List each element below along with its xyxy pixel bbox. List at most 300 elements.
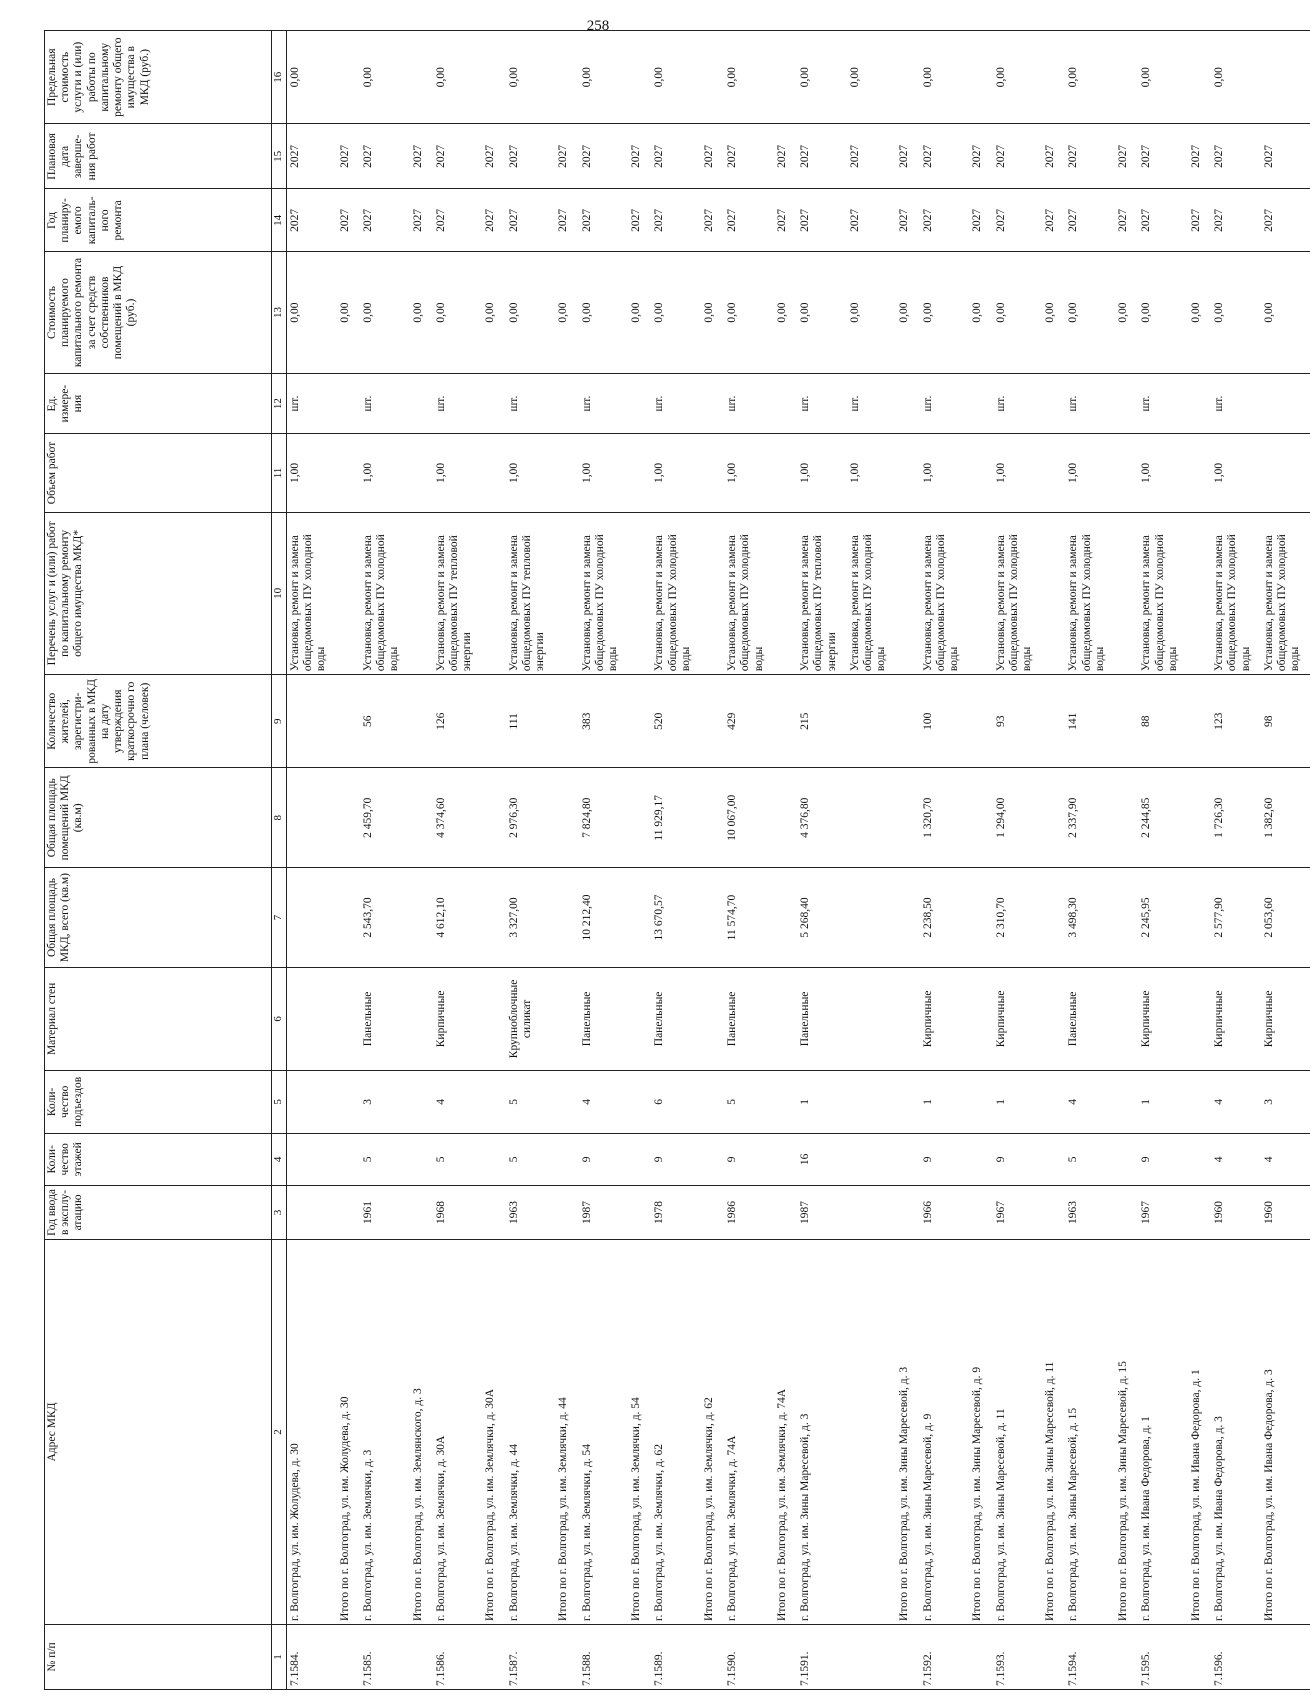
column-number-10: 10	[272, 512, 287, 675]
cell-unit: шт.	[433, 373, 483, 434]
cell-unit: шт.	[287, 373, 337, 434]
cell-addr: Итого по г. Волгоград, ул. им. Зины Маресевой, д. 11	[1042, 1240, 1065, 1625]
cell-entr	[410, 1070, 433, 1133]
cell-floors	[1188, 1133, 1211, 1185]
cell-limit: 0,00	[724, 31, 774, 124]
cell-residents	[969, 675, 992, 768]
cell-addr: Итого по г. Волгоград, ул. им. Землячки, д. 30А	[482, 1240, 505, 1625]
cell-end-date: 2027	[993, 124, 1043, 189]
cell-limit	[774, 31, 797, 124]
cell-year: 1967	[1138, 1185, 1188, 1239]
cell-area-rooms	[628, 768, 651, 868]
cell-unit	[410, 373, 433, 434]
cell-no	[410, 1624, 433, 1689]
cell-year	[410, 1185, 433, 1239]
cell-limit	[410, 31, 433, 124]
cell-wall: Кирпичные	[1138, 967, 1188, 1070]
cell-year: 1966	[920, 1185, 970, 1239]
table-row	[1138, 31, 1188, 1690]
cell-residents: 383	[579, 675, 629, 768]
cell-limit: 0,00	[797, 31, 847, 124]
cell-year	[1042, 1185, 1065, 1239]
cell-cost: 0,00	[287, 252, 337, 373]
cell-work: Установка, ремонт и замена общедомовых ПУ холодной воды	[360, 512, 410, 675]
table-row	[410, 31, 433, 1690]
cell-year	[337, 1185, 360, 1239]
cell-entr: 3	[1261, 1070, 1310, 1133]
column-header-5: Коли- чество подъездов	[45, 1070, 272, 1133]
cell-floors: 5	[1065, 1133, 1115, 1185]
cell-residents	[701, 675, 724, 768]
cell-residents	[847, 675, 897, 768]
cell-addr: г. Волгоград, ул. им. Жолудева, д. 30	[287, 1240, 337, 1625]
cell-limit	[1188, 31, 1211, 124]
cell-addr: Итого по г. Волгоград, ул. им. Жолудева, д. 30	[337, 1240, 360, 1625]
cell-wall: Панельные	[797, 967, 847, 1070]
cell-wall	[969, 967, 992, 1070]
cell-unit	[482, 373, 505, 434]
cell-limit: 0,00	[1211, 31, 1261, 124]
cell-area-total: 2 238,50	[920, 868, 970, 968]
cell-residents	[1115, 675, 1138, 768]
cell-addr: Итого по г. Волгоград, ул. им. Ивана Федорова, д. 3	[1261, 1240, 1310, 1625]
cell-entr: 5	[724, 1070, 774, 1133]
cell-plan-year: 2027	[1211, 189, 1261, 252]
cell-addr: г. Волгоград, ул. им. Землячки, д. 3	[360, 1240, 410, 1625]
cell-entr: 1	[1138, 1070, 1188, 1133]
cell-end-date: 2027	[797, 124, 847, 189]
cell-end-date: 2027	[410, 124, 433, 189]
cell-residents: 123	[1211, 675, 1261, 768]
column-header-15: Плановая дата заверше- ния работ	[45, 124, 272, 189]
cell-floors: 9	[993, 1133, 1043, 1185]
cell-work: Установка, ремонт и замена общедомовых ПУ тепловой энергии	[797, 512, 847, 675]
cell-cost: 0,00	[410, 252, 433, 373]
cell-wall	[774, 967, 797, 1070]
column-number-9: 9	[272, 675, 287, 768]
cell-end-date: 2027	[1042, 124, 1065, 189]
capital-repair-table	[44, 30, 1310, 1690]
cell-cost: 0,00	[1042, 252, 1065, 373]
cell-year	[482, 1185, 505, 1239]
column-header-6: Материал стен	[45, 967, 272, 1070]
cell-cost: 0,00	[774, 252, 797, 373]
cell-plan-year: 2027	[506, 189, 556, 252]
cell-wall: Кирпичные	[1211, 967, 1261, 1070]
cell-year: 1986	[724, 1185, 774, 1239]
cell-addr	[847, 1240, 897, 1625]
column-number-12: 12	[272, 373, 287, 434]
cell-unit	[1042, 373, 1065, 434]
cell-wall	[1042, 967, 1065, 1070]
cell-year	[1115, 1185, 1138, 1239]
cell-unit	[337, 373, 360, 434]
cell-year: 1968	[433, 1185, 483, 1239]
cell-work	[774, 512, 797, 675]
cell-vol	[337, 434, 360, 512]
cell-year	[628, 1185, 651, 1239]
cell-end-date: 2027	[1261, 124, 1310, 189]
cell-plan-year: 2027	[482, 189, 505, 252]
cell-no	[482, 1624, 505, 1689]
cell-cost: 0,00	[1138, 252, 1188, 373]
cell-wall: Панельные	[579, 967, 629, 1070]
cell-limit	[969, 31, 992, 124]
cell-residents: 93	[993, 675, 1043, 768]
cell-no: 7.1593.	[993, 1624, 1043, 1689]
cell-cost: 0,00	[847, 252, 897, 373]
cell-unit	[774, 373, 797, 434]
cell-unit: шт.	[579, 373, 629, 434]
cell-area-rooms	[1115, 768, 1138, 868]
cell-wall	[410, 967, 433, 1070]
cell-floors: 5	[360, 1133, 410, 1185]
cell-work	[1042, 512, 1065, 675]
table-row	[847, 31, 897, 1690]
cell-end-date: 2027	[287, 124, 337, 189]
table-row	[1261, 31, 1310, 1690]
cell-no: 7.1586.	[433, 1624, 483, 1689]
cell-work: Установка, ремонт и замена общедомовых ПУ холодной воды	[1138, 512, 1188, 675]
cell-entr	[896, 1070, 919, 1133]
cell-area-total	[482, 868, 505, 968]
column-header-16: Предельная стоимость услуги и (или) работы по капитальному ремонту общего имущества в МКД (руб.)	[45, 31, 272, 124]
cell-floors	[410, 1133, 433, 1185]
cell-cost: 0,00	[1065, 252, 1115, 373]
column-header-7: Общая площадь МКД, всего (кв.м)	[45, 868, 272, 968]
cell-area-rooms: 10 067,00	[724, 768, 774, 868]
cell-end-date: 2027	[433, 124, 483, 189]
rotated-table-wrapper	[44, 30, 1302, 1690]
cell-area-rooms: 7 824,80	[579, 768, 629, 868]
cell-area-rooms: 2 337,90	[1065, 768, 1115, 868]
cell-limit: 0,00	[287, 31, 337, 124]
column-number-1: 1	[272, 1624, 287, 1689]
cell-plan-year: 2027	[993, 189, 1043, 252]
cell-no: 7.1595.	[1138, 1624, 1188, 1689]
table-row	[555, 31, 578, 1690]
cell-wall	[337, 967, 360, 1070]
cell-no: 7.1591.	[797, 1624, 847, 1689]
cell-entr: 6	[651, 1070, 701, 1133]
cell-year	[969, 1185, 992, 1239]
column-header-13: Стоимость планируемого капитального ремонта за счет средств собственников помещений в МКД (руб.)	[45, 252, 272, 373]
cell-wall	[896, 967, 919, 1070]
cell-area-rooms	[410, 768, 433, 868]
cell-plan-year: 2027	[360, 189, 410, 252]
cell-wall	[847, 967, 897, 1070]
cell-addr: г. Волгоград, ул. им. Землячки, д. 62	[651, 1240, 701, 1625]
column-number-11: 11	[272, 434, 287, 512]
cell-entr	[628, 1070, 651, 1133]
cell-addr: г. Волгоград, ул. им. Зины Маресевой, д. 11	[993, 1240, 1043, 1625]
page-number: 258	[586, 18, 610, 34]
cell-plan-year: 2027	[797, 189, 847, 252]
cell-limit: 0,00	[506, 31, 556, 124]
table-row	[1211, 31, 1261, 1690]
cell-work: Установка, ремонт и замена общедомовых ПУ холодной воды	[651, 512, 701, 675]
table-row	[896, 31, 919, 1690]
cell-area-total: 3 327,00	[506, 868, 556, 968]
cell-entr: 4	[1211, 1070, 1261, 1133]
cell-work: Установка, ремонт и замена общедомовых ПУ холодной воды	[724, 512, 774, 675]
cell-plan-year: 2027	[1065, 189, 1115, 252]
cell-cost: 0,00	[337, 252, 360, 373]
cell-end-date: 2027	[847, 124, 897, 189]
cell-limit	[701, 31, 724, 124]
cell-area-rooms	[287, 768, 337, 868]
cell-cost: 0,00	[555, 252, 578, 373]
cell-year: 1960	[1261, 1185, 1310, 1239]
cell-area-rooms	[482, 768, 505, 868]
column-number-15: 15	[272, 124, 287, 189]
cell-area-total	[410, 868, 433, 968]
column-number-14: 14	[272, 189, 287, 252]
table-row	[920, 31, 970, 1690]
cell-area-total	[1188, 868, 1211, 968]
cell-plan-year: 2027	[1188, 189, 1211, 252]
cell-year	[896, 1185, 919, 1239]
cell-floors	[555, 1133, 578, 1185]
cell-vol	[1261, 434, 1310, 512]
table-row	[651, 31, 701, 1690]
cell-limit	[628, 31, 651, 124]
cell-residents: 141	[1065, 675, 1115, 768]
table-row	[628, 31, 651, 1690]
cell-area-rooms	[337, 768, 360, 868]
cell-unit	[701, 373, 724, 434]
cell-addr: г. Волгоград, ул. им. Ивана Федорова, д. 3	[1211, 1240, 1261, 1625]
cell-area-total	[1115, 868, 1138, 968]
cell-end-date: 2027	[555, 124, 578, 189]
cell-limit	[896, 31, 919, 124]
cell-unit: шт.	[797, 373, 847, 434]
cell-limit: 0,00	[847, 31, 897, 124]
cell-addr: г. Волгоград, ул. им. Зины Маресевой, д. 15	[1065, 1240, 1115, 1625]
cell-vol	[1042, 434, 1065, 512]
cell-wall	[482, 967, 505, 1070]
cell-entr	[337, 1070, 360, 1133]
cell-floors	[701, 1133, 724, 1185]
table-body	[287, 31, 1310, 1690]
cell-unit	[1261, 373, 1310, 434]
cell-cost: 0,00	[993, 252, 1043, 373]
cell-area-rooms	[1188, 768, 1211, 868]
cell-residents	[410, 675, 433, 768]
cell-unit: шт.	[651, 373, 701, 434]
cell-work	[337, 512, 360, 675]
cell-end-date: 2027	[482, 124, 505, 189]
cell-end-date: 2027	[579, 124, 629, 189]
table-row	[1115, 31, 1138, 1690]
cell-cost: 0,00	[1188, 252, 1211, 373]
cell-no	[337, 1624, 360, 1689]
cell-cost: 0,00	[482, 252, 505, 373]
cell-addr: Итого по г. Волгоград, ул. им. Землячки, д. 62	[701, 1240, 724, 1625]
cell-no: 7.1589.	[651, 1624, 701, 1689]
cell-addr: г. Волгоград, ул. им. Землячки, д. 44	[506, 1240, 556, 1625]
cell-floors	[482, 1133, 505, 1185]
cell-limit	[555, 31, 578, 124]
cell-residents: 126	[433, 675, 483, 768]
cell-end-date: 2027	[628, 124, 651, 189]
cell-plan-year: 2027	[969, 189, 992, 252]
cell-area-total: 2 543,70	[360, 868, 410, 968]
cell-wall: Панельные	[360, 967, 410, 1070]
cell-plan-year: 2027	[337, 189, 360, 252]
cell-plan-year: 2027	[701, 189, 724, 252]
cell-year: 1963	[506, 1185, 556, 1239]
cell-no: 7.1594.	[1065, 1624, 1115, 1689]
cell-plan-year: 2027	[433, 189, 483, 252]
cell-wall: Кирпичные	[1261, 967, 1310, 1070]
cell-year	[555, 1185, 578, 1239]
cell-entr: 1	[797, 1070, 847, 1133]
cell-work	[896, 512, 919, 675]
cell-cost: 0,00	[1261, 252, 1310, 373]
cell-residents	[628, 675, 651, 768]
cell-unit: шт.	[360, 373, 410, 434]
cell-area-rooms: 4 376,80	[797, 768, 847, 868]
cell-unit	[896, 373, 919, 434]
cell-entr: 5	[506, 1070, 556, 1133]
cell-entr: 3	[360, 1070, 410, 1133]
cell-year: 1987	[797, 1185, 847, 1239]
cell-residents: 520	[651, 675, 701, 768]
cell-unit	[969, 373, 992, 434]
cell-entr	[701, 1070, 724, 1133]
cell-area-total: 2 053,60	[1261, 868, 1310, 968]
cell-cost: 0,00	[651, 252, 701, 373]
cell-work	[410, 512, 433, 675]
column-number-16: 16	[272, 31, 287, 124]
cell-limit	[1115, 31, 1138, 124]
cell-wall: Панельные	[1065, 967, 1115, 1070]
cell-work	[701, 512, 724, 675]
cell-residents	[555, 675, 578, 768]
cell-floors	[774, 1133, 797, 1185]
cell-no	[847, 1624, 897, 1689]
cell-area-total	[337, 868, 360, 968]
cell-residents: 111	[506, 675, 556, 768]
column-header-10: Перечень услуг и (или) работ по капитальному ремонту общего имущества МКД*	[45, 512, 272, 675]
cell-area-rooms: 4 374,60	[433, 768, 483, 868]
cell-wall	[1115, 967, 1138, 1070]
cell-vol: 1,00	[433, 434, 483, 512]
column-number-3: 3	[272, 1185, 287, 1239]
cell-residents	[1042, 675, 1065, 768]
cell-floors	[628, 1133, 651, 1185]
cell-work: Установка, ремонт и замена общедомовых ПУ холодной воды	[1065, 512, 1115, 675]
cell-vol	[555, 434, 578, 512]
header-row	[45, 31, 272, 1690]
cell-entr	[774, 1070, 797, 1133]
cell-wall: Панельные	[651, 967, 701, 1070]
cell-plan-year: 2027	[651, 189, 701, 252]
cell-vol	[1115, 434, 1138, 512]
cell-vol: 1,00	[506, 434, 556, 512]
cell-vol: 1,00	[287, 434, 337, 512]
cell-floors	[337, 1133, 360, 1185]
cell-unit: шт.	[506, 373, 556, 434]
cell-work: Установка, ремонт и замена общедомовых ПУ тепловой энергии	[506, 512, 556, 675]
cell-no	[969, 1624, 992, 1689]
cell-no: 7.1590.	[724, 1624, 774, 1689]
cell-end-date: 2027	[506, 124, 556, 189]
cell-area-total: 2 310,70	[993, 868, 1043, 968]
cell-end-date: 2027	[1065, 124, 1115, 189]
cell-cost: 0,00	[628, 252, 651, 373]
cell-cost: 0,00	[1115, 252, 1138, 373]
cell-vol	[701, 434, 724, 512]
cell-floors	[287, 1133, 337, 1185]
cell-end-date: 2027	[774, 124, 797, 189]
cell-plan-year: 2027	[410, 189, 433, 252]
cell-no	[701, 1624, 724, 1689]
cell-area-rooms	[555, 768, 578, 868]
cell-cost: 0,00	[1211, 252, 1261, 373]
cell-unit: шт.	[993, 373, 1043, 434]
cell-year	[1188, 1185, 1211, 1239]
cell-vol: 1,00	[1065, 434, 1115, 512]
cell-residents: 88	[1138, 675, 1188, 768]
cell-unit	[555, 373, 578, 434]
cell-addr: Итого по г. Волгоград, ул. им. Землячки, д. 54	[628, 1240, 651, 1625]
column-number-5: 5	[272, 1070, 287, 1133]
cell-entr	[555, 1070, 578, 1133]
cell-residents	[482, 675, 505, 768]
cell-no	[1115, 1624, 1138, 1689]
table-row	[1188, 31, 1211, 1690]
cell-residents	[337, 675, 360, 768]
cell-entr: 4	[1065, 1070, 1115, 1133]
cell-end-date: 2027	[1138, 124, 1188, 189]
cell-work: Установка, ремонт и замена общедомовых ПУ холодной воды	[993, 512, 1043, 675]
cell-limit: 0,00	[993, 31, 1043, 124]
cell-area-total: 5 268,40	[797, 868, 847, 968]
cell-area-total	[287, 868, 337, 968]
cell-area-total	[628, 868, 651, 968]
table-row	[969, 31, 992, 1690]
cell-end-date: 2027	[360, 124, 410, 189]
cell-no: 7.1588.	[579, 1624, 629, 1689]
cell-vol: 1,00	[1211, 434, 1261, 512]
cell-year	[847, 1185, 897, 1239]
cell-limit	[337, 31, 360, 124]
cell-vol	[482, 434, 505, 512]
cell-addr: Итого по г. Волгоград, ул. им. Зины Маресевой, д. 15	[1115, 1240, 1138, 1625]
cell-limit: 0,00	[579, 31, 629, 124]
table-row	[433, 31, 483, 1690]
cell-area-total: 13 670,57	[651, 868, 701, 968]
cell-entr	[847, 1070, 897, 1133]
cell-plan-year: 2027	[774, 189, 797, 252]
cell-unit: шт.	[1065, 373, 1115, 434]
column-header-14: Год планиру- емого капиталь- ного ремонта	[45, 189, 272, 252]
cell-wall	[1188, 967, 1211, 1070]
table-row	[287, 31, 337, 1690]
cell-no	[628, 1624, 651, 1689]
cell-vol: 1,00	[920, 434, 970, 512]
cell-no	[1261, 1624, 1310, 1689]
cell-wall	[701, 967, 724, 1070]
table-row	[506, 31, 556, 1690]
cell-vol: 1,00	[847, 434, 897, 512]
cell-floors: 9	[1138, 1133, 1188, 1185]
cell-entr: 4	[433, 1070, 483, 1133]
cell-residents: 56	[360, 675, 410, 768]
cell-work: Установка, ремонт и замена общедомовых ПУ холодной воды	[1211, 512, 1261, 675]
